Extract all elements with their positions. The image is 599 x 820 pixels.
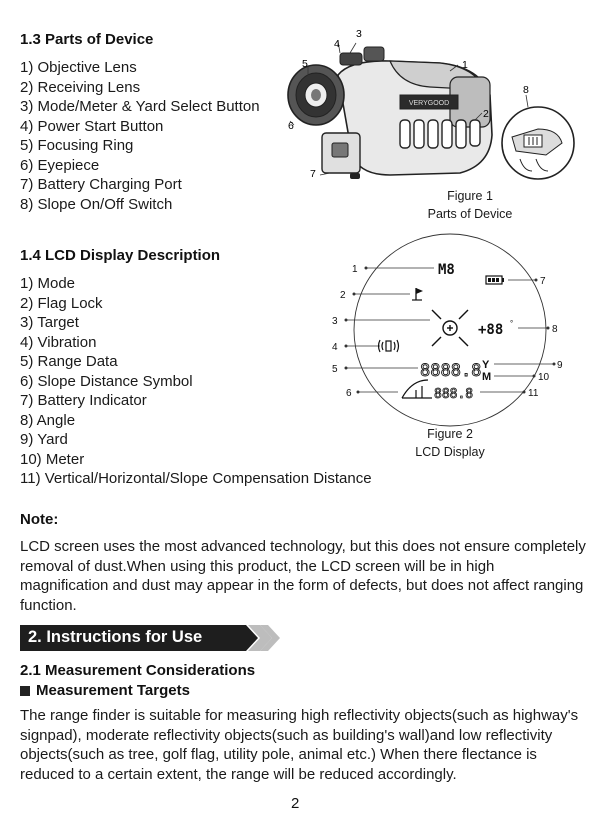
figure2-caption <box>390 425 510 461</box>
lcd-mode: M8 <box>438 262 455 278</box>
list-item: 2) Receiving Lens <box>20 78 141 96</box>
lcd-diagram <box>328 228 568 428</box>
lcd-callout-10: 10 <box>538 372 550 383</box>
list-item: 5) Range Data <box>20 353 118 370</box>
figure2-label: Figure 2 <box>427 427 473 441</box>
device-illustration <box>280 25 580 195</box>
lcd-callout-8: 8 <box>552 324 558 335</box>
callout-2: 2 <box>483 108 489 120</box>
callout-3: 3 <box>356 28 362 40</box>
list-item: 1) Objective Lens <box>20 59 137 76</box>
lcd-range: 8888.8 <box>420 361 482 381</box>
banner-title: 2. Instructions for Use <box>28 628 203 646</box>
list-item: 11) Vertical/Horizontal/Slope Compensation Distance <box>20 470 372 487</box>
lcd-compensation: 888.8 <box>434 387 474 402</box>
list-item: 7) Battery Charging Port <box>20 176 182 193</box>
list-item: 3) Target <box>20 314 79 331</box>
section-title-lcd: 1.4 LCD Display Description <box>20 247 221 264</box>
list-item: 6) Eyepiece <box>20 156 100 174</box>
section-title-parts: 1.3 Parts of Device <box>20 31 154 48</box>
list-item: 5) Focusing Ring <box>20 137 134 154</box>
note-text: LCD screen uses the most advanced technology, but this does not ensure completely removal of dust.When using this product, the LCD screen will be in high magnification and dust may appear in the form of defects, but does not affect ranging function. <box>20 538 586 614</box>
list-item: 8) Slope On/Off Switch <box>20 195 173 213</box>
lcd-callout-4: 4 <box>332 342 338 353</box>
note-title: Note: <box>20 511 59 528</box>
list-item: 4) Power Start Button <box>20 117 164 135</box>
list-item: 7) Battery Indicator <box>20 392 147 409</box>
section-banner <box>20 625 280 651</box>
figure1-label: Figure 1 <box>447 189 493 203</box>
measurement-text: The range finder is suitable for measuring high reflectivity objects(such as highway's signpad), moderate reflectivity objects(such as building's wall)and low reflectivity objects(such as tree, golf flag, utility pole, animal etc.) When there flectance is reduced to a certain extent, the range will be reduced accordingly. <box>20 707 579 783</box>
figure1-caption-text: Parts of Device <box>427 207 513 221</box>
subsection-title: 2.1 Measurement Considerations <box>20 662 256 679</box>
figure2-caption-text: LCD Display <box>415 445 485 459</box>
lcd-yard: Y <box>482 359 490 371</box>
list-item: 6) Slope Distance Symbol <box>20 372 193 390</box>
callout-5: 5 <box>302 58 308 70</box>
lcd-meter: M <box>482 371 492 383</box>
brand-text: VERYGOOD <box>408 100 450 107</box>
list-item: 2) Flag Lock <box>20 294 103 312</box>
callout-7: 7 <box>310 168 316 180</box>
list-item: 4) Vibration <box>20 333 97 351</box>
svg-text:°: ° <box>510 319 514 328</box>
figure1-caption <box>410 187 530 223</box>
page-number: 2 <box>291 795 300 812</box>
lcd-callout-5: 5 <box>332 364 338 375</box>
lcd-callout-3: 3 <box>332 316 338 327</box>
lcd-list <box>20 274 372 489</box>
lcd-callout-2: 2 <box>340 290 346 301</box>
list-item: 1) Mode <box>20 275 76 292</box>
lcd-callout-11: 11 <box>528 388 539 399</box>
callout-8: 8 <box>523 84 529 96</box>
list-item: 3) Mode/Meter & Yard Select Button <box>20 98 260 115</box>
subsubsection-title <box>20 682 190 699</box>
callout-1: 1 <box>462 59 468 71</box>
lcd-callout-7: 7 <box>540 276 546 287</box>
callout-6: 6 <box>288 120 294 132</box>
list-item: 9) Yard <box>20 431 68 448</box>
list-item: 8) Angle <box>20 411 76 429</box>
lcd-callout-6: 6 <box>346 388 352 399</box>
list-item: 10) Meter <box>20 450 85 468</box>
lcd-callout-9: 9 <box>557 360 563 371</box>
callout-4: 4 <box>334 38 340 50</box>
parts-list <box>20 58 260 214</box>
lcd-callout-1: 1 <box>352 264 358 275</box>
square-bullet-icon <box>20 686 30 696</box>
subsubsection-label: Measurement Targets <box>36 682 190 699</box>
lcd-angle: +88 <box>478 322 504 338</box>
